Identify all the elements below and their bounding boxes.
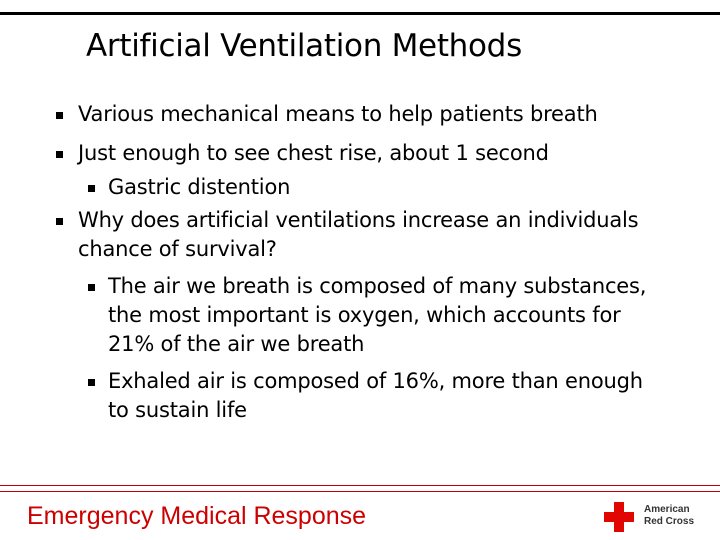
bullet-item [56,206,666,264]
bullet-square-icon [88,185,95,192]
red-cross-icon [604,502,634,532]
bullet-square-icon [56,218,63,225]
slide-title: Artificial Ventilation Methods [86,28,522,64]
bullet-text: The air we breath is composed of many substances, the most important is oxygen, which accounts for 21% of the air we breath [108,274,647,356]
bullet-item [56,100,666,129]
sub-bullet-item [56,367,666,425]
logo-wordmark [644,504,714,528]
bullet-text: Why does artificial ventilations increase an individuals chance of survival? [78,208,639,261]
bullet-square-icon [88,284,95,291]
bullet-text: Gastric distention [108,175,291,199]
sub-bullet-item [56,272,666,359]
footer-title: Emergency Medical Response [27,502,367,530]
footer-divider-bottom [0,491,720,492]
bullet-square-icon [56,151,63,158]
bullet-text: Various mechanical means to help patients breath [78,102,598,126]
bullet-square-icon [56,112,63,119]
bullet-list [56,100,666,425]
bullet-square-icon [88,379,95,386]
sub-bullet-item [56,173,666,202]
bullet-text: Exhaled air is composed of 16%, more than enough to sustain life [108,369,643,422]
logo-line-1: American [644,504,690,515]
bullet-text: Just enough to see chest rise, about 1 second [78,141,549,165]
bullet-item [56,139,666,168]
top-divider [0,12,720,15]
footer-divider-top [0,485,720,486]
american-red-cross-logo [604,500,714,534]
logo-line-2: Red Cross [644,516,695,527]
